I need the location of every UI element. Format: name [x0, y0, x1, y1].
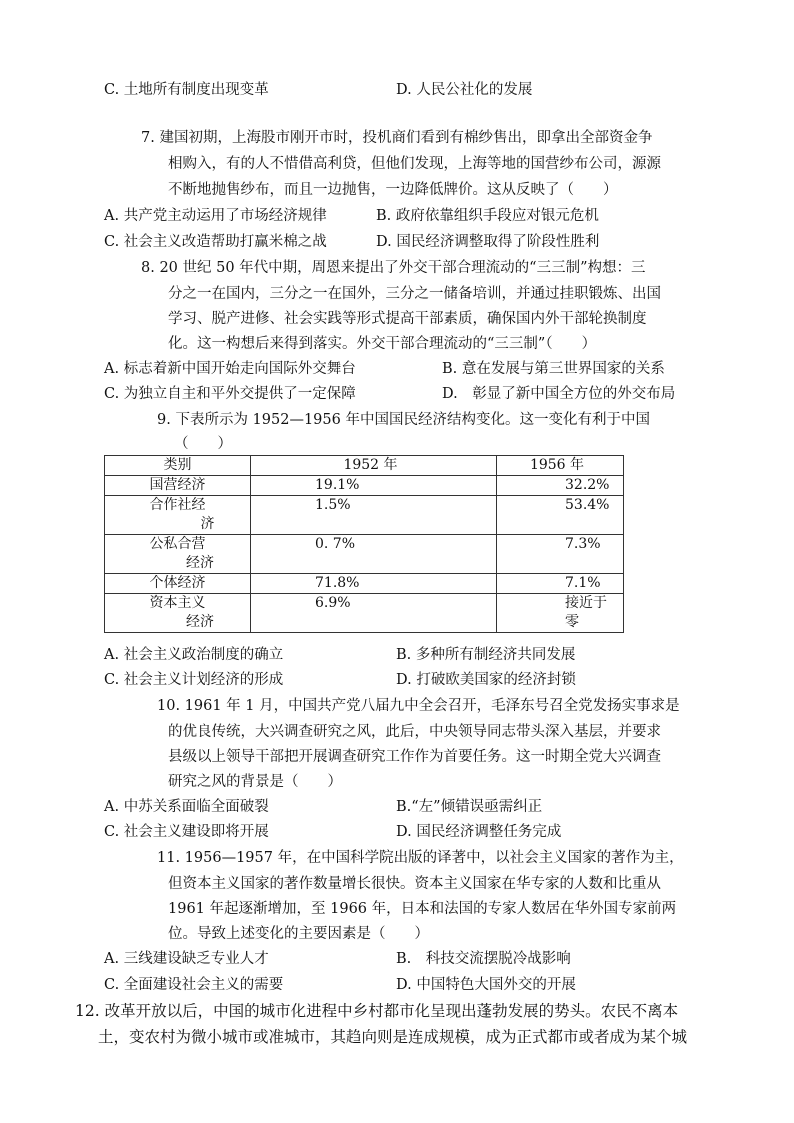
table-row — [105, 496, 624, 535]
table-cell-category: 国营经济 — [105, 476, 251, 496]
q10-stem-line-2: 的优良传统，大兴调查研究之风，此后，中央领导同志带头深入基层，并要求 — [168, 724, 661, 740]
q9-option-c: C. 社会主义计划经济的形成 — [104, 672, 284, 688]
economy-structure-table — [104, 455, 624, 633]
q6-option-c: C. 土地所有制度出现变革 — [104, 82, 269, 98]
q11-option-b: B. 科技交流摆脱冷战影响 — [396, 951, 571, 967]
q8-stem-line-4: 化。这一构想后来得到落实。外交干部合理流动的“三三制”（ ） — [168, 336, 597, 352]
table-row — [105, 476, 624, 496]
table-cell-category: 个体经济 — [105, 574, 251, 594]
table-cell-1952: 0. 7% — [251, 535, 497, 574]
header-category: 类别 — [105, 456, 251, 476]
q9-option-a: A. 社会主义政治制度的确立 — [104, 647, 284, 663]
q10-option-a: A. 中苏关系面临全面破裂 — [104, 799, 269, 815]
table-cell-1956: 7.1% — [497, 574, 624, 594]
q8-stem-line-1: 8. 20 世纪 50 年代中期，周恩来提出了外交干部合理流动的“三三制”构想：三 — [141, 260, 646, 276]
q11-stem-line-1: 11. 1956—1957 年，在中国科学院出版的译著中，以社会主义国家的著作为主， — [157, 850, 684, 866]
table-cell-1956: 7.3% — [497, 535, 624, 574]
q9-option-d: D. 打破欧美国家的经济封锁 — [396, 672, 576, 688]
q11-stem-line-4: 位。导致上述变化的主要因素是（ ） — [168, 926, 429, 942]
q11-stem-line-2: 但资本主义国家的著作数量增长很快。资本主义国家在华专家的人数和比重从 — [168, 876, 661, 892]
table-cell-category: 合作社经 济 — [105, 496, 251, 535]
q8-option-b: B. 意在发展与第三世界国家的关系 — [442, 361, 665, 377]
q8-option-c: C. 为独立自主和平外交提供了一定保障 — [104, 386, 356, 402]
table-cell-1952: 1.5% — [251, 496, 497, 535]
table-row — [105, 594, 624, 633]
q10-stem-line-3: 县级以上领导干部把开展调查研究工作作为首要任务。这一时期全党大兴调查 — [168, 749, 661, 765]
q11-option-c: C. 全面建设社会主义的需要 — [104, 977, 284, 993]
q6-option-d: D. 人民公社化的发展 — [396, 82, 533, 98]
q7-stem-line-3: 不断地抛售纱布，而且一边抛售，一边降低牌价。这从反映了（ ） — [168, 182, 618, 198]
q7-option-d: D. 国民经济调整取得了阶段性胜利 — [376, 234, 600, 250]
table-cell-1956: 53.4% — [497, 496, 624, 535]
q8-option-d: D. 彰显了新中国全方位的外交布局 — [442, 386, 676, 402]
table-cell-1952: 6.9% — [251, 594, 497, 633]
q11-option-d: D. 中国特色大国外交的开展 — [396, 977, 576, 993]
q11-option-a: A. 三线建设缺乏专业人才 — [104, 951, 269, 967]
q12-stem-line-1: 12. 改革开放以后，中国的城市化进程中乡村都市化呈现出蓬勃发展的势头。农民不离本 — [75, 1002, 679, 1020]
q7-option-c: C. 社会主义改造帮助打赢米棉之战 — [104, 234, 327, 250]
q12-stem-line-2: 土，变农村为微小城市或准城市，其趋向则是连成规模，成为正式都市或者成为某个城 — [98, 1028, 688, 1046]
table-cell-category: 公私合营 经济 — [105, 535, 251, 574]
q10-option-b: B.“左”倾错误亟需纠正 — [396, 799, 543, 815]
q9-stem-line-1: 9. 下表所示为 1952—1956 年中国国民经济结构变化。这一变化有利于中国 — [157, 412, 650, 428]
q11-stem-line-3: 1961 年起逐渐增加，至 1966 年，日本和法国的专家人数居在华外国专家前两 — [168, 901, 677, 917]
q7-option-a: A. 共产党主动运用了市场经济规律 — [104, 208, 327, 224]
q7-option-b: B. 政府依靠组织手段应对银元危机 — [376, 208, 599, 224]
table-cell-1952: 71.8% — [251, 574, 497, 594]
header-1952: 1952 年 — [251, 456, 497, 476]
q10-option-d: D. 国民经济调整任务完成 — [396, 824, 562, 840]
q7-stem-line-1: 7. 建国初期，上海股市刚开市时，投机商们看到有棉纱售出，即拿出全部资金争 — [141, 130, 653, 146]
q8-stem-line-3: 学习、脱产进修、社会实践等形式提高干部素质，确保国内外干部轮换制度 — [168, 311, 647, 327]
header-1956: 1956 年 — [497, 456, 624, 476]
q10-stem-line-4: 研究之风的背景是（ ） — [168, 774, 342, 790]
q9-stem-line-2: （ ） — [174, 436, 232, 452]
table-row — [105, 574, 624, 594]
q8-option-a: A. 标志着新中国开始走向国际外交舞台 — [104, 361, 356, 377]
q9-option-b: B. 多种所有制经济共同发展 — [396, 647, 576, 663]
table-row — [105, 535, 624, 574]
table-cell-category: 资本主义 经济 — [105, 594, 251, 633]
q8-stem-line-2: 分之一在国内，三分之一在国外，三分之一储备培训，并通过挂职锻炼、出国 — [168, 286, 661, 302]
table-cell-1956: 接近于零 — [497, 594, 624, 633]
table-cell-1952: 19.1% — [251, 476, 497, 496]
table-header-row — [105, 456, 624, 476]
table-cell-1956: 32.2% — [497, 476, 624, 496]
q10-option-c: C. 社会主义建设即将开展 — [104, 824, 269, 840]
q7-stem-line-2: 相购入，有的人不惜借高利贷，但他们发现，上海等地的国营纱布公司，源源 — [168, 156, 661, 172]
q10-stem-line-1: 10. 1961 年 1 月，中国共产党八届九中全会召开，毛泽东号召全党发扬实事求是 — [157, 698, 680, 714]
